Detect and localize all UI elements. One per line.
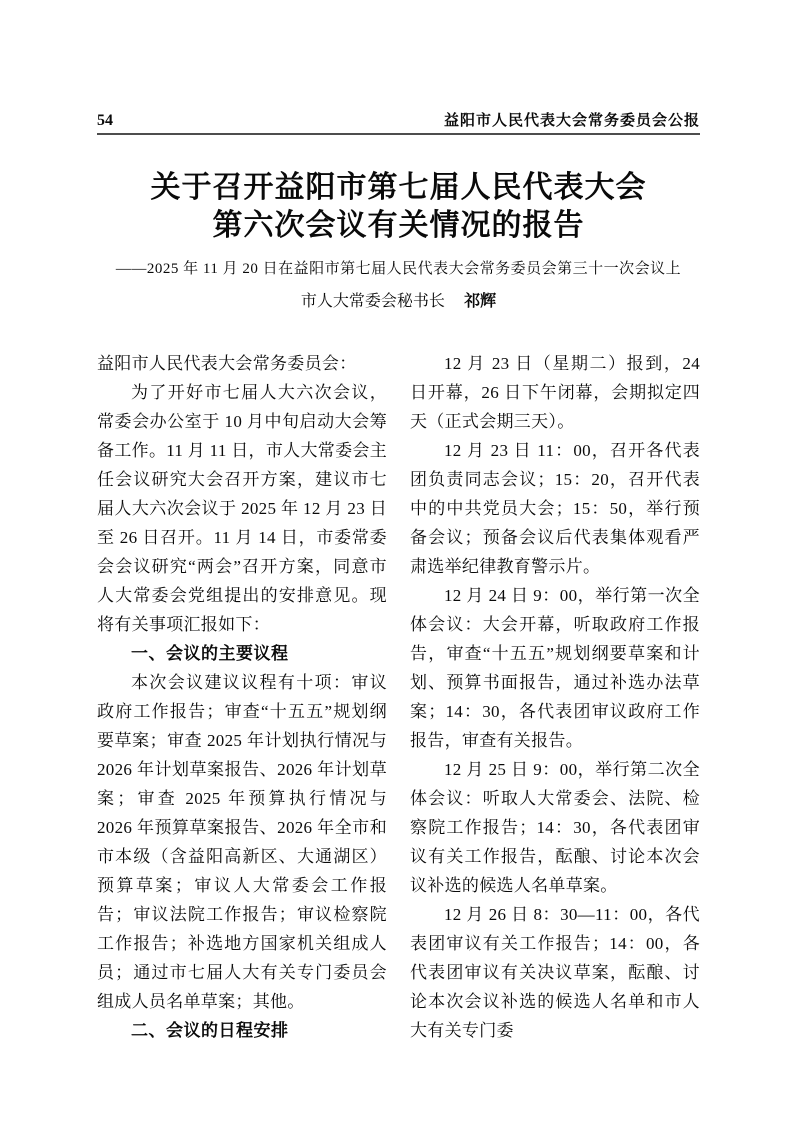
section-heading-1: 一、会议的主要议程 <box>131 644 289 663</box>
paragraph: 本次会议建议议程有十项：审议政府工作报告；审查“十五五”规划纲要草案；审查 2025 年计划执行情况与 2026 年计划草案报告、2026 年计划草案；审查 2025 年预算执行情况与 2026 年预算草案报告、2026 年全市和市本级（含益阳高新区、大通湖区）预算草案；审议人大常委会工作报告；审议法院工作报告；审议检察院工作报告；补选地方国家机关组成人员；通过市七届人大有关专门委员会组成人员名单草案；其他。 <box>97 673 387 1011</box>
salutation: 益阳市人民代表大会常务委员会： <box>97 354 357 373</box>
paragraph: 12 月 26 日 8：30—11：00，各代表团审议有关工作报告；14：00，各代表团审议有关决议草案，酝酿、讨论本次会议补选的候选人名单和市人大有关专门委 <box>410 905 700 1040</box>
speaker-line <box>97 291 700 313</box>
subtitle: ——2025 年 11 月 20 日在益阳市第七届人民代表大会常务委员会第三十一次会议上 <box>115 261 682 277</box>
paragraph: 12 月 24 日 9：00，举行第一次全体会议：大会开幕，听取政府工作报告，审查“十五五”规划纲要草案和计划、预算书面报告，通过补选办法草案；14：30，各代表团审议政府工作报告，审查有关报告。 <box>410 586 700 750</box>
title-line-2: 第六次会议有关情况的报告 <box>212 209 585 242</box>
speaker-name: 祁辉 <box>464 293 497 310</box>
running-header <box>97 112 700 135</box>
paragraph: 12 月 23 日 11：00，召开各代表团负责同志会议；15：20，召开代表中的中共党员大会；15：50，举行预备会议；预备会议后代表集体观看严肃选举纪律教育警示片。 <box>410 441 700 576</box>
left-column <box>97 349 387 1045</box>
document-title <box>97 169 700 245</box>
speaker-title: 市人大常委会秘书长 <box>300 293 445 310</box>
section-heading-2: 二、会议的日程安排 <box>131 1021 289 1040</box>
paragraph: 12 月 25 日 9：00，举行第二次全体会议：听取人大常委会、法院、检察院工作报告；14：30，各代表团审议有关工作报告，酝酿、讨论本次会议补选的候选人名单草案。 <box>410 760 700 895</box>
right-column <box>410 349 700 1045</box>
publication-title: 益阳市人民代表大会常务委员会公报 <box>443 113 700 129</box>
paragraph: 为了开好市七届人大六次会议，常委会办公室于 10 月中旬启动大会筹备工作。11 月 11 日，市人大常委会主任会议研究大会召开方案，建议市七届人大六次会议于 2025 年 12 月 23 日至 26 日召开。11 月 14 日，市委常委会会议研究“两会”召开方案，同意市人大常委会党组提出的安排意见。现将有关事项汇报如下： <box>97 383 387 634</box>
page-number: 54 <box>97 112 113 129</box>
paragraph: 12 月 23 日（星期二）报到，24 日开幕，26 日下午闭幕，会期拟定四天（正式会期三天）。 <box>410 354 700 431</box>
title-line-1: 关于召开益阳市第七届人民代表大会 <box>150 171 647 204</box>
body-columns <box>97 349 700 1045</box>
